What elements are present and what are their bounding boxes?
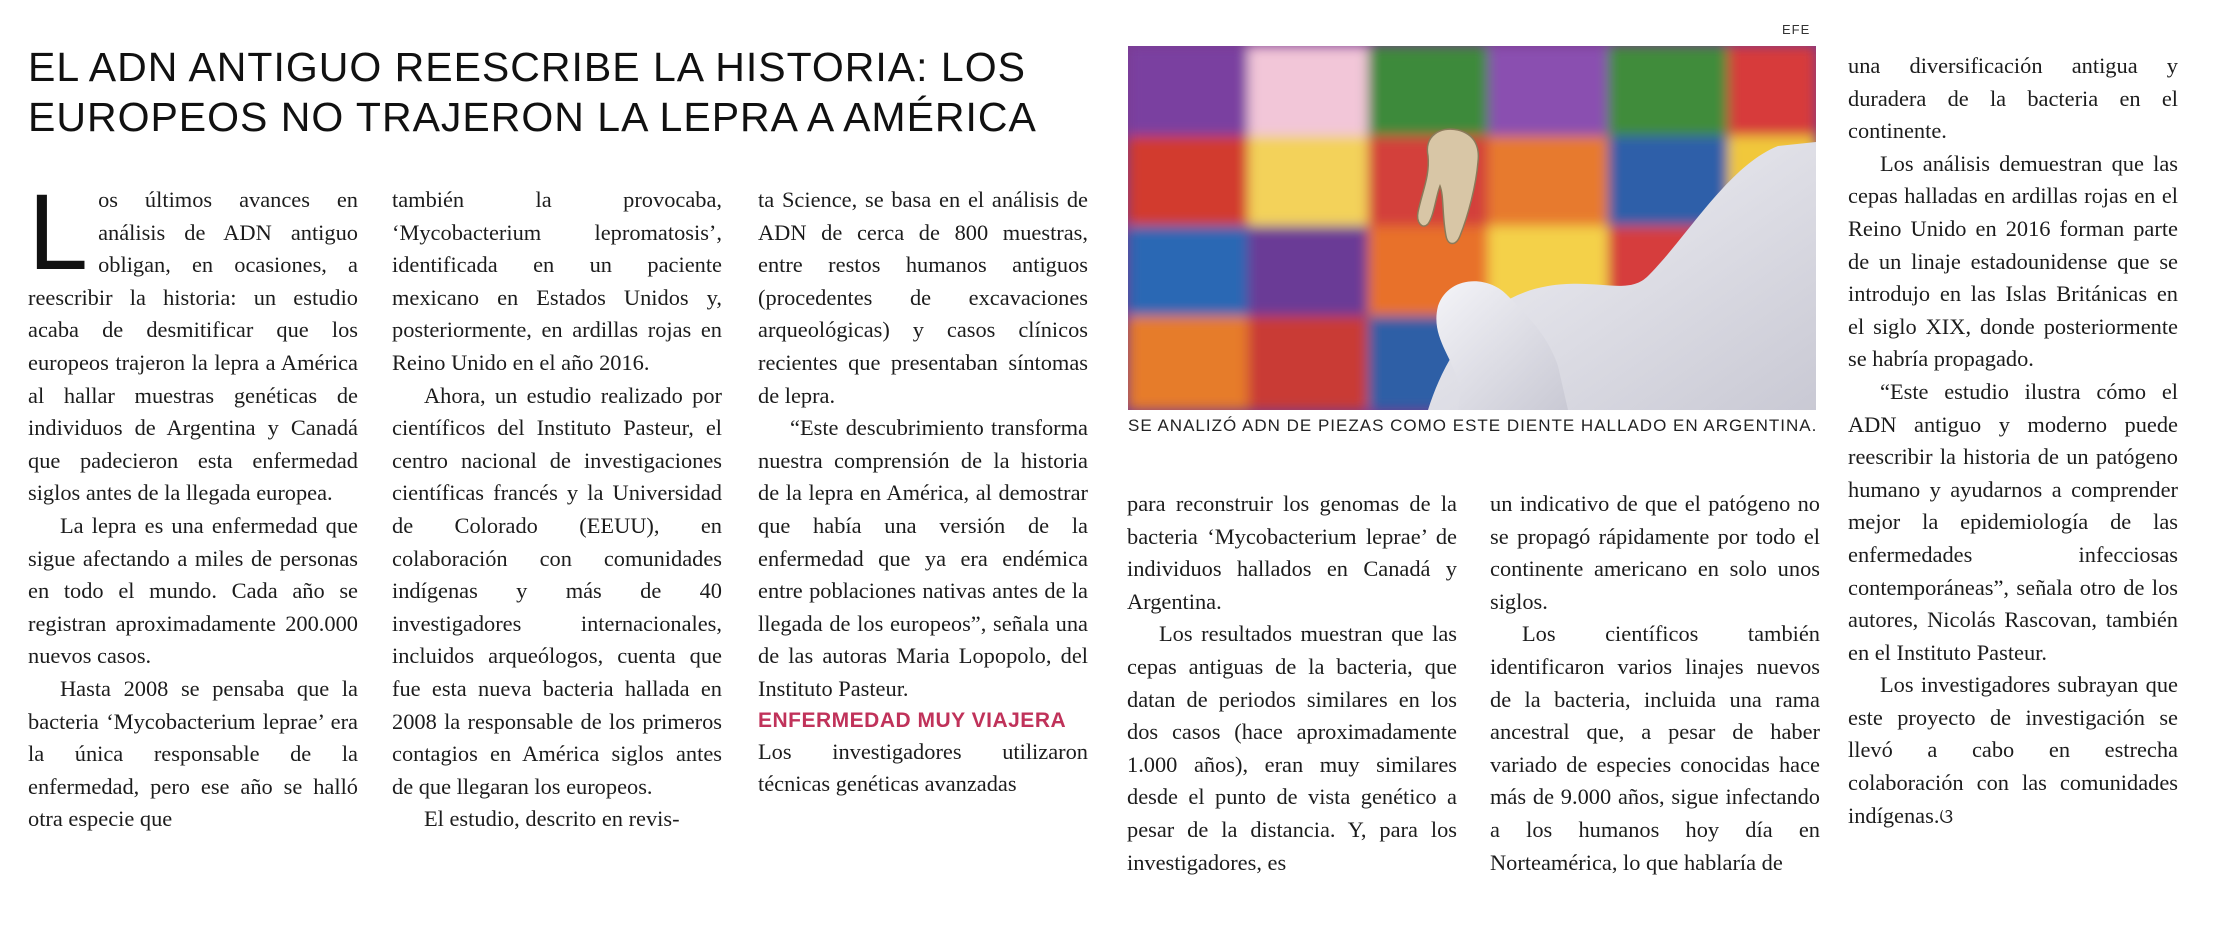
end-mark-icon: ଓ: [1939, 803, 1954, 828]
tooth-photo-illustration: [1128, 46, 1816, 410]
paragraph: también la provocaba, ‘Mycobacterium lepromatosis’, identificada en un paciente mexicano en Estados Unidos y, posteriormente, en ardillas rojas en Reino Unido en el año 2016.: [392, 187, 722, 375]
article-column-4: [1127, 488, 1457, 879]
paragraph: [28, 171, 358, 510]
paragraph: El estudio, descrito en revis-: [424, 806, 680, 832]
paragraph: una diversificación antigua y duradera de la bacteria en el continente.: [1848, 53, 2178, 144]
paragraph: para reconstruir los genomas de la bacteria ‘Mycobacterium leprae’ de individuos hallados en Canadá y Argentina.: [1127, 491, 1457, 614]
paragraph-text: os últimos avances en análisis de ADN antiguo obligan, en ocasiones, a reescribir la historia: un estudio acaba de desmitificar que los europeos trajeron la lepra a América al hallar muestras genéticas de individuos de Argentina y Canadá que padecieron esta enfermedad siglos antes de la llegada europea.: [28, 187, 358, 506]
paragraph: Los resultados muestran que las cepas antiguas de la bacteria, que datan de periodos similares en los dos casos (hace aproximadamente 1.000 años), eran muy similares desde el punto de vista genético a pesar de la distancia. Y, para los investigadores, es: [1127, 621, 1457, 875]
paragraph: “Este estudio ilustra cómo el ADN antiguo y moderno puede reescribir la historia de un patógeno humano y ayudarnos a comprender mejor la epidemiología de las enfermedades infecciosas contemporáneas”, señala otro de los autores, Nicolás Rascovan, también en el Instituto Pasteur.: [1848, 378, 2178, 665]
paragraph: Ahora, un estudio realizado por científicos del Instituto Pasteur, el centro nacional de investigaciones científicas francés y la Universidad de Colorado (EEUU), en colaboración con comunidades indígenas y más de 40 investigadores internacionales, incluidos arqueólogos, cuenta que fue esta nueva bacteria hallada en 2008 la responsable de los primeros contagios en América siglos antes de que llegaran los europeos.: [392, 382, 722, 799]
headline-line-2: EUROPEOS NO TRAJERON LA LEPRA A AMÉRICA: [28, 94, 1037, 140]
paragraph: “Este descubrimiento transforma nuestra comprensión de la historia de la lepra en América, al demostrar que había una versión de la enfermedad que ya era endémica entre poblaciones nativas antes de la llegada de los europeos”, señala una de las autoras Maria Lopopolo, del Instituto Pasteur.: [758, 415, 1088, 701]
section-subhead: ENFERMEDAD MUY VIAJERA: [758, 708, 1067, 732]
headline: [28, 42, 1098, 142]
paragraph: La lepra es una enfermedad que sigue afectando a miles de personas en todo el mundo. Cada año se registran aproximadamente 200.000 nuevos casos.: [28, 512, 358, 669]
paragraph: Los investigadores utilizaron técnicas genéticas avanzadas: [758, 738, 1088, 797]
article-column-1: [28, 171, 358, 836]
photo-credit: EFE: [1782, 22, 1811, 37]
paragraph: un indicativo de que el patógeno no se propagó rápidamente por todo el continente americano en solo unos siglos.: [1490, 491, 1820, 614]
article-column-2: [392, 184, 722, 836]
article-column-6: [1848, 50, 2178, 832]
paragraph-text: Los investigadores subrayan que este proyecto de investigación se llevó a cabo en estrecha colaboración con las comunidades indígenas.: [1848, 672, 2178, 828]
paragraph: Los científicos también identificaron varios linajes nuevos de la bacteria, incluida una rama ancestral que, a pesar de haber variado de especies conocidas hace más de 9.000 años, sigue infectando a los humanos hoy día en Norteamérica, lo que hablaría de: [1490, 621, 1820, 875]
article-photo: [1128, 46, 1816, 410]
paragraph: [1848, 669, 2178, 832]
headline-line-1: EL ADN ANTIGUO REESCRIBE LA HISTORIA: LOS: [28, 44, 1026, 90]
paragraph: ta Science, se basa en el análisis de ADN de cerca de 800 muestras, entre restos humanos antiguos (procedentes de excavaciones arqueológicas) y casos clínicos recientes que presentaban síntomas de lepra.: [758, 187, 1088, 408]
article-column-3: [758, 184, 1088, 801]
drop-cap: L: [28, 171, 89, 292]
photo-caption: SE ANALIZÓ ADN DE PIEZAS COMO ESTE DIENTE HALLADO EN ARGENTINA.: [1128, 416, 1818, 435]
paragraph: Hasta 2008 se pensaba que la bacteria ‘Mycobacterium leprae’ era la única responsable de la enfermedad, pero ese año se halló otra especie que: [28, 675, 358, 832]
paragraph: Los análisis demuestran que las cepas halladas en ardillas rojas en el Reino Unido en 2016 forman parte de un linaje estadounidense que se introdujo en las Islas Británicas en el siglo XIX, donde posteriormente se habría propagado.: [1848, 150, 2178, 372]
article-column-5: [1490, 488, 1820, 879]
